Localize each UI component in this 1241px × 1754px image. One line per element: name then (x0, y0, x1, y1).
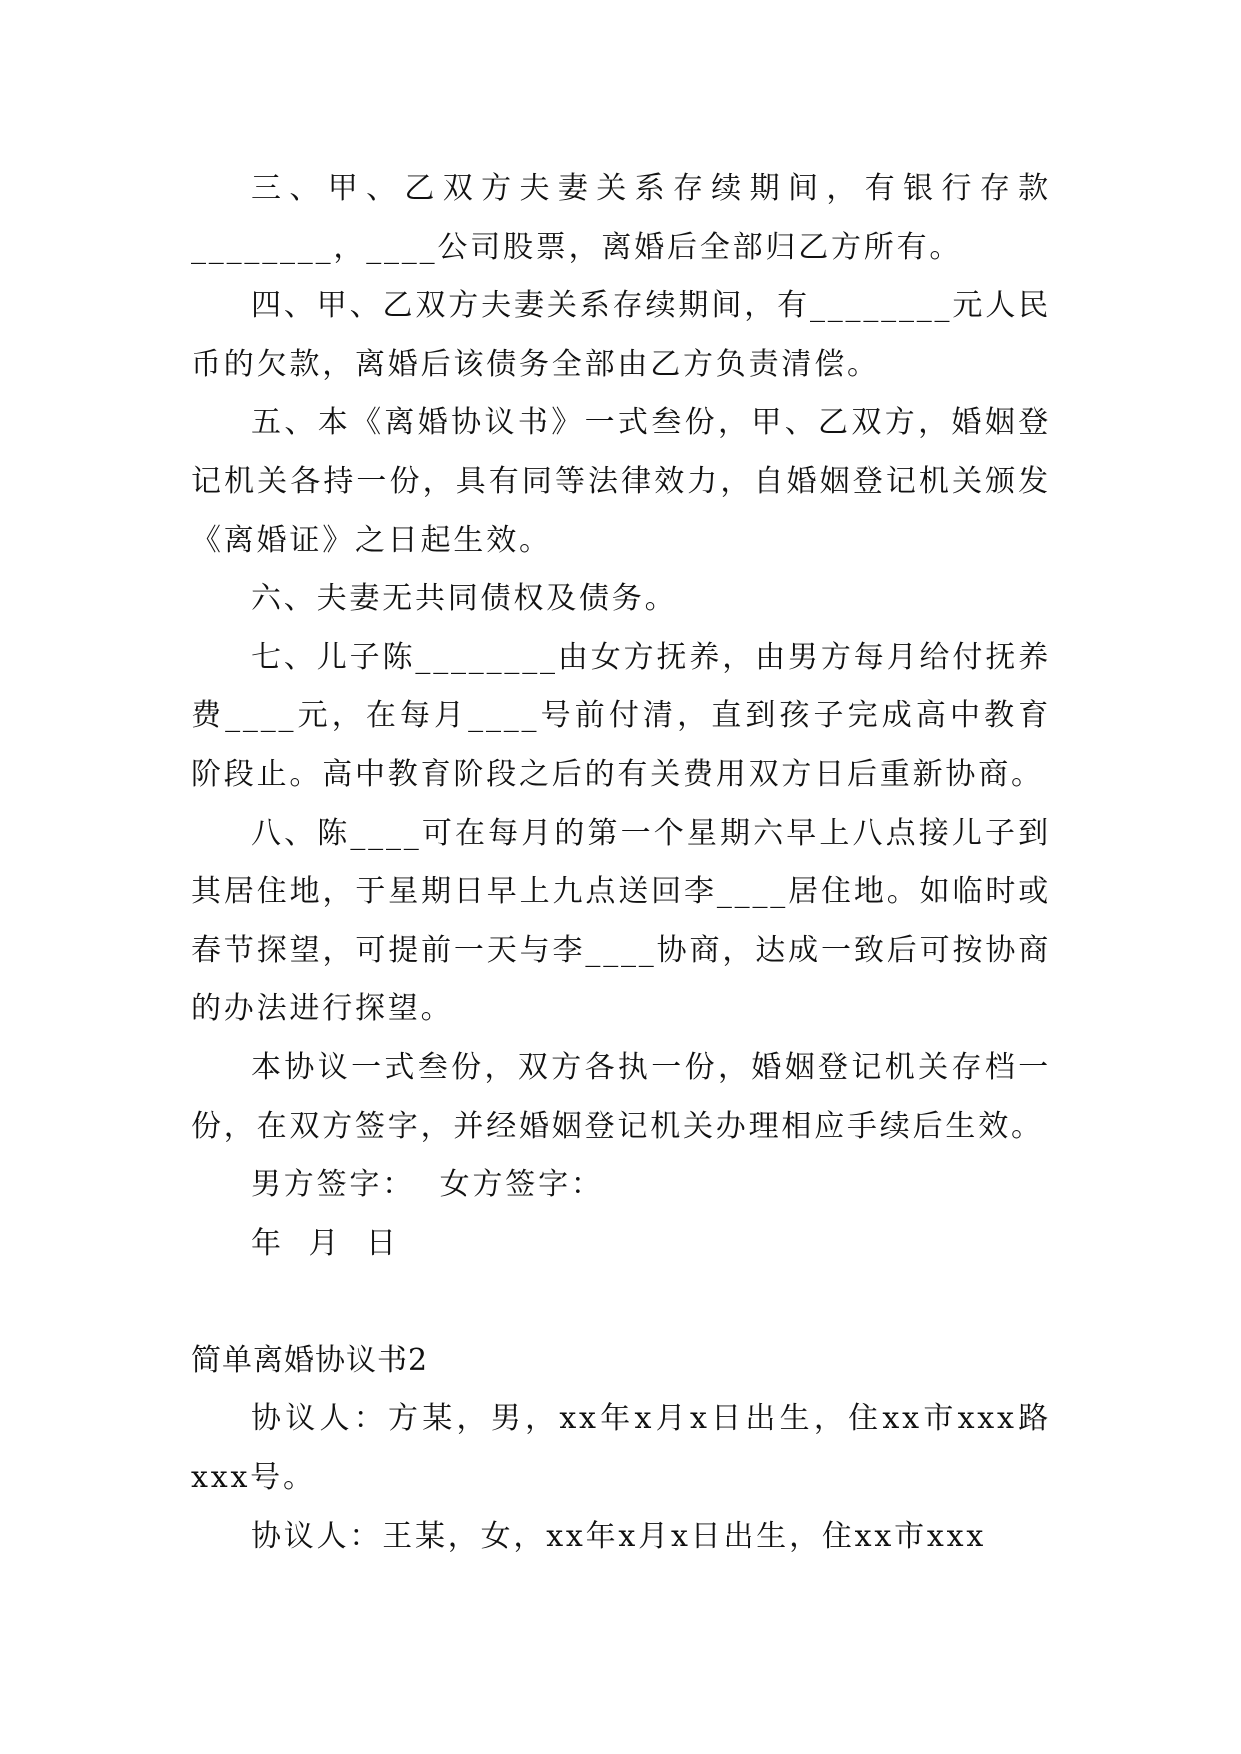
clause-8: 八、陈____可在每月的第一个星期六早上八点接儿子到其居住地，于星期日早上九点送回李____居住地。如临时或春节探望，可提前一天与李____协商，达成一致后可按协商的办法进行探望。 (191, 815, 1051, 1027)
section-spacer (191, 1273, 1051, 1332)
clause-7: 七、儿子陈________由女方抚养，由男方每月给付抚养费____元，在每月____号前付清，直到孩子完成高中教育阶段止。高中教育阶段之后的有关费用双方日后重新协商。 (191, 639, 1051, 792)
date-line: 年 月 日 (251, 1225, 399, 1261)
closing-paragraph: 本协议一式叁份，双方各执一份，婚姻登记机关存档一份，在双方签字，并经婚姻登记机关办理相应手续后生效。 (191, 1049, 1051, 1144)
signature-line: 男方签字： 女方签字： (251, 1167, 604, 1203)
party-1-paragraph: 协议人：方某，男，xx年x月x日出生，住xx市xxx路xxx号。 (191, 1401, 1051, 1496)
document-body (191, 160, 1051, 1566)
clause-3: 三、甲、乙双方夫妻关系存续期间，有银行存款________，____公司股票，离婚后全部归乙方所有。 (191, 171, 1051, 265)
section-title: 简单离婚协议书2 (191, 1342, 429, 1378)
party-2-paragraph: 协议人：王某，女，xx年x月x日出生，住xx市xxx (251, 1518, 987, 1554)
clause-6: 六、夫妻无共同债权及债务。 (251, 581, 678, 617)
clause-5: 五、本《离婚协议书》一式叁份，甲、乙双方，婚姻登记机关各持一份，具有同等法律效力，自婚姻登记机关颁发《离婚证》之日起生效。 (191, 405, 1051, 558)
clause-4: 四、甲、乙双方夫妻关系存续期间，有________元人民币的欠款，离婚后该债务全部由乙方负责清偿。 (191, 288, 1051, 382)
